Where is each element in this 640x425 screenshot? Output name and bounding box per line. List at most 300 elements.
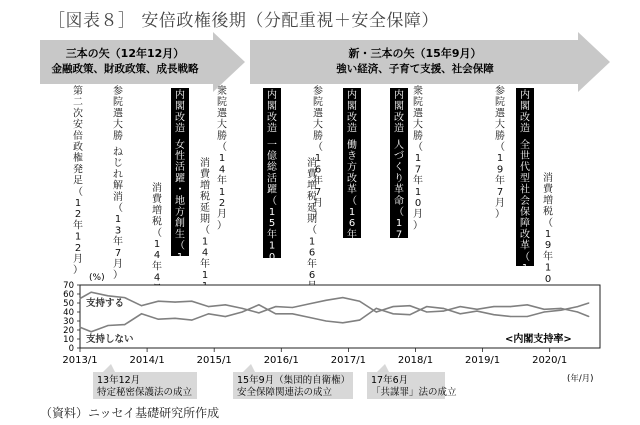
event-char: 安 — [73, 119, 83, 131]
event-char: 院 — [495, 97, 505, 109]
event-char: 倍 — [73, 130, 83, 142]
event-char: 消 — [543, 173, 553, 184]
point-approve — [376, 311, 377, 312]
arrow1-line2: 金融政策、財政政策、成長戦略 — [51, 63, 199, 75]
event-char: 造 — [267, 123, 277, 135]
event-char: 9 — [521, 274, 529, 286]
callout-line1: 13年12月 — [97, 375, 141, 386]
event-char: 改 — [347, 112, 357, 124]
event-char: 内 — [175, 90, 185, 101]
x-tick-label: 2016/1 — [263, 355, 299, 366]
event-char: 型 — [520, 173, 530, 185]
event-char: 造 — [520, 123, 530, 135]
event-char: 期 — [307, 214, 317, 225]
event-char: ） — [313, 209, 323, 221]
point-disapprove — [359, 320, 360, 321]
event-char: 1 — [414, 186, 422, 198]
point-approve — [225, 304, 226, 305]
callout-pointer — [243, 364, 255, 372]
event-char: 6 — [314, 164, 322, 176]
point-approve — [476, 309, 477, 310]
event-char: 7 — [114, 247, 122, 259]
event-char: ） — [394, 274, 404, 286]
event-char: 税 — [543, 206, 553, 218]
event-char: 月 — [267, 263, 277, 274]
event-char: 選 — [495, 108, 505, 120]
point-approve — [275, 306, 276, 307]
event-char: 解 — [113, 180, 123, 192]
y-tick-label: 20 — [63, 326, 74, 336]
event-char: 衆 — [217, 86, 227, 97]
event-char: 4 — [201, 247, 209, 259]
callout-line2: 安全保障関連法の成立 — [237, 387, 333, 398]
event-char: ） — [73, 265, 83, 277]
event-char: 勝 — [113, 130, 123, 142]
event-char: 躍 — [267, 184, 277, 196]
callout-pointer — [377, 364, 389, 372]
y-tick-label: 30 — [63, 317, 74, 327]
event-char: 総 — [267, 162, 277, 174]
event-char: く — [394, 162, 404, 174]
event-char: 年 — [217, 175, 227, 187]
point-disapprove — [325, 320, 326, 321]
event-char: 月 — [73, 254, 83, 265]
event-char: 勝 — [413, 130, 423, 142]
event-char: 4 — [153, 250, 161, 262]
point-disapprove — [91, 331, 92, 332]
event-char: 会 — [520, 195, 530, 207]
event-char: 一 — [267, 139, 277, 151]
point-approve — [208, 306, 209, 307]
event-char: 1 — [74, 198, 82, 209]
point-approve — [577, 311, 578, 312]
event-char: 命 — [394, 195, 404, 207]
event-char: 大 — [313, 119, 323, 131]
point-approve — [292, 307, 293, 308]
event-char: れ — [113, 169, 123, 181]
point-disapprove — [577, 306, 578, 307]
event-char: 億 — [267, 151, 277, 162]
point-disapprove — [560, 310, 561, 311]
x-tick-label: 2020/1 — [532, 355, 568, 366]
event-char: 活 — [175, 162, 185, 174]
y-tick-label: 50 — [63, 299, 74, 309]
event-char: 閣 — [520, 101, 530, 113]
event-char: 1 — [314, 153, 322, 165]
event-char: 改 — [347, 173, 357, 185]
point-disapprove — [376, 308, 377, 309]
event-char: 年 — [413, 175, 423, 187]
arrow-new-three-arrows — [250, 32, 610, 92]
event-char: 1 — [496, 153, 504, 165]
event-char: 1 — [201, 236, 209, 248]
event-char: （ — [152, 227, 162, 239]
event-char: 4 — [176, 263, 184, 274]
event-char: 閣 — [347, 101, 357, 113]
event-char: （ — [307, 225, 317, 237]
event-char: 造 — [394, 123, 404, 135]
event-char: 5 — [268, 218, 276, 230]
point-disapprove — [208, 313, 209, 314]
event-char: 年 — [152, 261, 162, 273]
event-char: 増 — [152, 205, 162, 217]
event-char: ） — [495, 209, 505, 221]
x-tick-label: 2013/1 — [62, 355, 98, 366]
point-approve — [393, 306, 394, 307]
event-char: 費 — [200, 169, 210, 181]
event-char: 年 — [175, 274, 185, 286]
event-char: 期 — [200, 214, 210, 225]
point-disapprove — [342, 322, 343, 323]
event-char: 月 — [217, 209, 227, 221]
event-char: 1 — [544, 229, 552, 240]
event-char: 選 — [113, 108, 123, 120]
event-char: ） — [217, 220, 227, 232]
event-char: 第 — [73, 86, 83, 97]
point-approve — [174, 302, 175, 303]
event-char: 月 — [113, 259, 123, 270]
event-char: 費 — [307, 169, 317, 181]
event-char: 大 — [113, 119, 123, 131]
event-char: 1 — [521, 263, 529, 274]
event-char: 1 — [268, 207, 276, 218]
point-approve — [588, 316, 589, 317]
callout-line2: 特定秘密保護法の成立 — [97, 387, 193, 398]
event-char: 世 — [520, 151, 530, 162]
event-char: 院 — [413, 97, 423, 109]
arrow2-line1: 新・三本の矢（15年9月） — [348, 47, 482, 60]
event-char: 費 — [152, 194, 162, 206]
point-approve — [359, 301, 360, 302]
event-char: 年 — [200, 258, 210, 270]
point-disapprove — [409, 314, 410, 315]
point-approve — [342, 297, 343, 298]
point-approve — [191, 301, 192, 302]
point-approve — [510, 306, 511, 307]
callout-line1: 17年6月 — [371, 375, 409, 386]
event-char: 二 — [73, 97, 83, 109]
x-tick-label: 2017/1 — [330, 355, 366, 366]
event-char: づ — [394, 151, 404, 162]
point-disapprove — [141, 313, 142, 314]
event-label — [217, 84, 228, 231]
event-char: 年 — [394, 240, 404, 252]
arrow-three-arrows — [40, 32, 245, 92]
legend-disapprove: 支持しない — [86, 334, 134, 345]
event-char: 増 — [200, 180, 210, 192]
point-approve — [460, 306, 461, 307]
point-disapprove — [393, 313, 394, 314]
y-unit-label: (%) — [89, 273, 105, 283]
event-char: 造 — [347, 123, 357, 135]
callout-pointer — [103, 364, 115, 372]
point-approve — [158, 301, 159, 302]
event-char: 内 — [520, 90, 530, 101]
event-char: 地 — [175, 195, 185, 207]
event-char: 女 — [175, 139, 185, 151]
event-char: （ — [543, 217, 553, 229]
event-char: 改 — [520, 229, 530, 241]
event-char: 年 — [267, 229, 277, 241]
event-char: 性 — [175, 151, 185, 162]
event-char: 社 — [520, 184, 530, 196]
y-tick-label: 0 — [68, 344, 74, 354]
point-approve — [91, 292, 92, 293]
point-disapprove — [174, 318, 175, 319]
point-approve — [543, 309, 544, 310]
event-char: 内 — [394, 90, 404, 101]
event-char: 選 — [313, 108, 323, 120]
event-char: 消 — [200, 158, 210, 169]
event-char: 1 — [201, 270, 209, 281]
point-disapprove — [158, 319, 159, 320]
event-char: 1 — [114, 214, 122, 226]
x-tick-label: 2018/1 — [397, 355, 434, 366]
event-char: 4 — [153, 272, 161, 284]
approval-chart — [62, 273, 600, 384]
event-char: 6 — [348, 218, 356, 230]
x-tick-label: 2014/1 — [129, 355, 165, 366]
event-char: 足 — [73, 175, 83, 187]
callout-line1: 15年9月（集団的自衛権） — [237, 375, 351, 386]
event-char: （ — [217, 142, 227, 153]
event-char: 院 — [113, 97, 123, 109]
event-char: 8 — [395, 251, 403, 263]
legend-approve: 支持する — [86, 298, 125, 309]
event-label — [113, 85, 124, 281]
event-char: （ — [394, 207, 404, 218]
event-char: 内 — [267, 90, 277, 101]
point-approve — [107, 295, 108, 296]
event-char: 発 — [73, 164, 83, 176]
event-char: 税 — [200, 191, 210, 203]
event-char: 保 — [520, 207, 530, 218]
event-char: 障 — [520, 218, 530, 230]
point-approve — [409, 305, 410, 306]
event-char: 革 — [394, 184, 404, 196]
event-char: （ — [520, 251, 530, 263]
event-char: 参 — [113, 86, 123, 97]
event-char: （ — [347, 195, 357, 207]
event-char: 増 — [307, 180, 317, 192]
event-char: ） — [347, 263, 357, 274]
point-disapprove — [443, 308, 444, 309]
event-char: 革 — [520, 240, 530, 252]
event-char: 2 — [74, 242, 82, 254]
point-approve — [560, 308, 561, 309]
event-char: 大 — [413, 119, 423, 131]
event-char: 参 — [495, 86, 505, 97]
event-char: 3 — [114, 225, 122, 237]
chart-legend-label: <内閣支持率> — [505, 334, 572, 345]
point-disapprove — [527, 316, 528, 317]
event-char: 働 — [347, 139, 357, 151]
point-approve — [325, 300, 326, 301]
event-char: （ — [413, 142, 423, 153]
event-char: 月 — [495, 198, 505, 209]
event-char: 月 — [394, 263, 404, 274]
event-char: （ — [113, 203, 123, 214]
event-label — [413, 84, 424, 231]
event-char: 閣 — [394, 101, 404, 113]
event-char: 延 — [200, 202, 210, 214]
event-char: 選 — [217, 108, 227, 120]
y-tick-label: 70 — [63, 281, 74, 291]
x-unit-label: (年/月) — [567, 374, 594, 384]
event-char: 勝 — [495, 130, 505, 142]
x-tick-label: 2015/1 — [196, 355, 232, 366]
event-char: 衆 — [413, 86, 423, 97]
event-char: 1 — [153, 239, 161, 250]
point-disapprove — [588, 302, 589, 303]
point-disapprove — [426, 306, 427, 307]
point-approve — [527, 304, 528, 305]
event-char: 0 — [544, 273, 552, 285]
source-note: （資料）ニッセイ基礎研究所作成 — [40, 406, 220, 420]
event-char: 生 — [175, 229, 185, 241]
event-label — [175, 88, 185, 319]
event-char: 9 — [544, 240, 552, 252]
event-char: 1 — [218, 186, 226, 198]
point-approve — [124, 297, 125, 298]
event-char: 次 — [73, 108, 83, 120]
point-approve — [443, 311, 444, 312]
point-disapprove — [493, 314, 494, 315]
event-char: 年 — [307, 258, 317, 270]
event-char: 年 — [113, 236, 123, 248]
event-char: ） — [113, 270, 123, 282]
event-char: （ — [73, 186, 83, 198]
event-char: 6 — [308, 270, 316, 281]
event-char: （ — [200, 225, 210, 237]
point-disapprove — [543, 311, 544, 312]
point-disapprove — [107, 325, 108, 326]
point-disapprove — [225, 316, 226, 317]
event-char: 税 — [307, 191, 317, 203]
event-char: 7 — [496, 186, 504, 198]
event-char: 人 — [394, 139, 404, 151]
event-char: 大 — [217, 119, 227, 131]
event-char: 内 — [347, 90, 357, 101]
point-approve — [309, 303, 310, 304]
point-disapprove — [258, 304, 259, 305]
point-approve — [258, 312, 259, 313]
event-char: ） — [413, 220, 423, 232]
event-char: 改 — [175, 112, 185, 124]
event-char: 延 — [307, 202, 317, 214]
point-disapprove — [124, 324, 125, 325]
event-char: 院 — [313, 97, 323, 109]
event-char: 方 — [175, 207, 185, 218]
point-disapprove — [79, 327, 80, 328]
event-char: 方 — [347, 162, 357, 174]
point-disapprove — [292, 313, 293, 314]
law-callouts — [93, 364, 457, 399]
y-tick-label: 40 — [63, 308, 74, 318]
event-char: 選 — [413, 108, 423, 120]
event-char: ね — [113, 147, 123, 158]
event-char: 改 — [267, 112, 277, 124]
event-char: じ — [113, 158, 123, 170]
x-tick-label: 2019/1 — [464, 355, 501, 366]
event-char: 年 — [313, 175, 323, 187]
event-label — [307, 156, 318, 303]
event-label — [495, 85, 506, 220]
arrow1-line1: 三本の矢（12年12月） — [65, 47, 185, 60]
event-char: 1 — [348, 207, 356, 218]
point-approve — [79, 298, 80, 299]
event-label — [347, 88, 357, 274]
event-char: 8 — [348, 240, 356, 252]
event-char: （ — [313, 142, 323, 153]
point-approve — [493, 306, 494, 307]
point-approve — [426, 311, 427, 312]
event-char: 大 — [495, 119, 505, 131]
event-char: 改 — [520, 112, 530, 124]
event-char: （ — [175, 240, 185, 252]
event-char: 消 — [113, 191, 123, 203]
point-disapprove — [242, 311, 243, 312]
event-char: 1 — [414, 153, 422, 165]
event-char: 権 — [73, 153, 83, 165]
event-char: 消 — [152, 183, 162, 194]
event-char: 1 — [74, 231, 82, 243]
event-char: 消 — [307, 158, 317, 169]
event-char: （ — [495, 142, 505, 153]
event-char: 年 — [73, 220, 83, 232]
point-disapprove — [309, 317, 310, 318]
point-disapprove — [510, 316, 511, 317]
event-char: 6 — [308, 247, 316, 259]
event-char: 7 — [314, 186, 322, 198]
point-disapprove — [275, 313, 276, 314]
event-char: 革 — [347, 184, 357, 196]
event-char: 2 — [218, 198, 226, 209]
event-char: 9 — [496, 164, 504, 176]
policy-arrows — [40, 32, 610, 92]
event-char: 勝 — [217, 130, 227, 142]
event-char: 活 — [267, 173, 277, 185]
event-char: 1 — [176, 251, 184, 263]
point-approve — [242, 308, 243, 309]
event-char: 税 — [152, 216, 162, 228]
event-char: 月 — [347, 251, 357, 263]
event-char: 政 — [73, 142, 83, 153]
event-char: 1 — [218, 153, 226, 165]
event-char: 1 — [395, 218, 403, 230]
event-char: 躍 — [175, 173, 185, 185]
event-char: 院 — [217, 97, 227, 109]
arrow2-line2: 強い経済、子育て支援、社会保障 — [336, 63, 494, 75]
event-char: 7 — [414, 164, 422, 176]
event-char: 参 — [313, 86, 323, 97]
event-char: 0 — [268, 251, 276, 263]
event-char: 年 — [543, 251, 553, 263]
event-char: ） — [267, 274, 277, 286]
y-tick-label: 10 — [63, 335, 74, 345]
event-char: 改 — [394, 112, 404, 124]
callout-line2: 「共謀罪」法の成立 — [371, 387, 457, 398]
event-char: 代 — [520, 162, 530, 174]
event-char: 閣 — [267, 101, 277, 113]
event-char: 勝 — [313, 130, 323, 142]
event-char: （ — [267, 195, 277, 207]
event-char: り — [394, 173, 404, 185]
event-char: ・ — [175, 184, 185, 196]
event-char: 年 — [495, 175, 505, 187]
event-char: 1 — [308, 236, 316, 248]
event-char: 全 — [520, 139, 530, 151]
